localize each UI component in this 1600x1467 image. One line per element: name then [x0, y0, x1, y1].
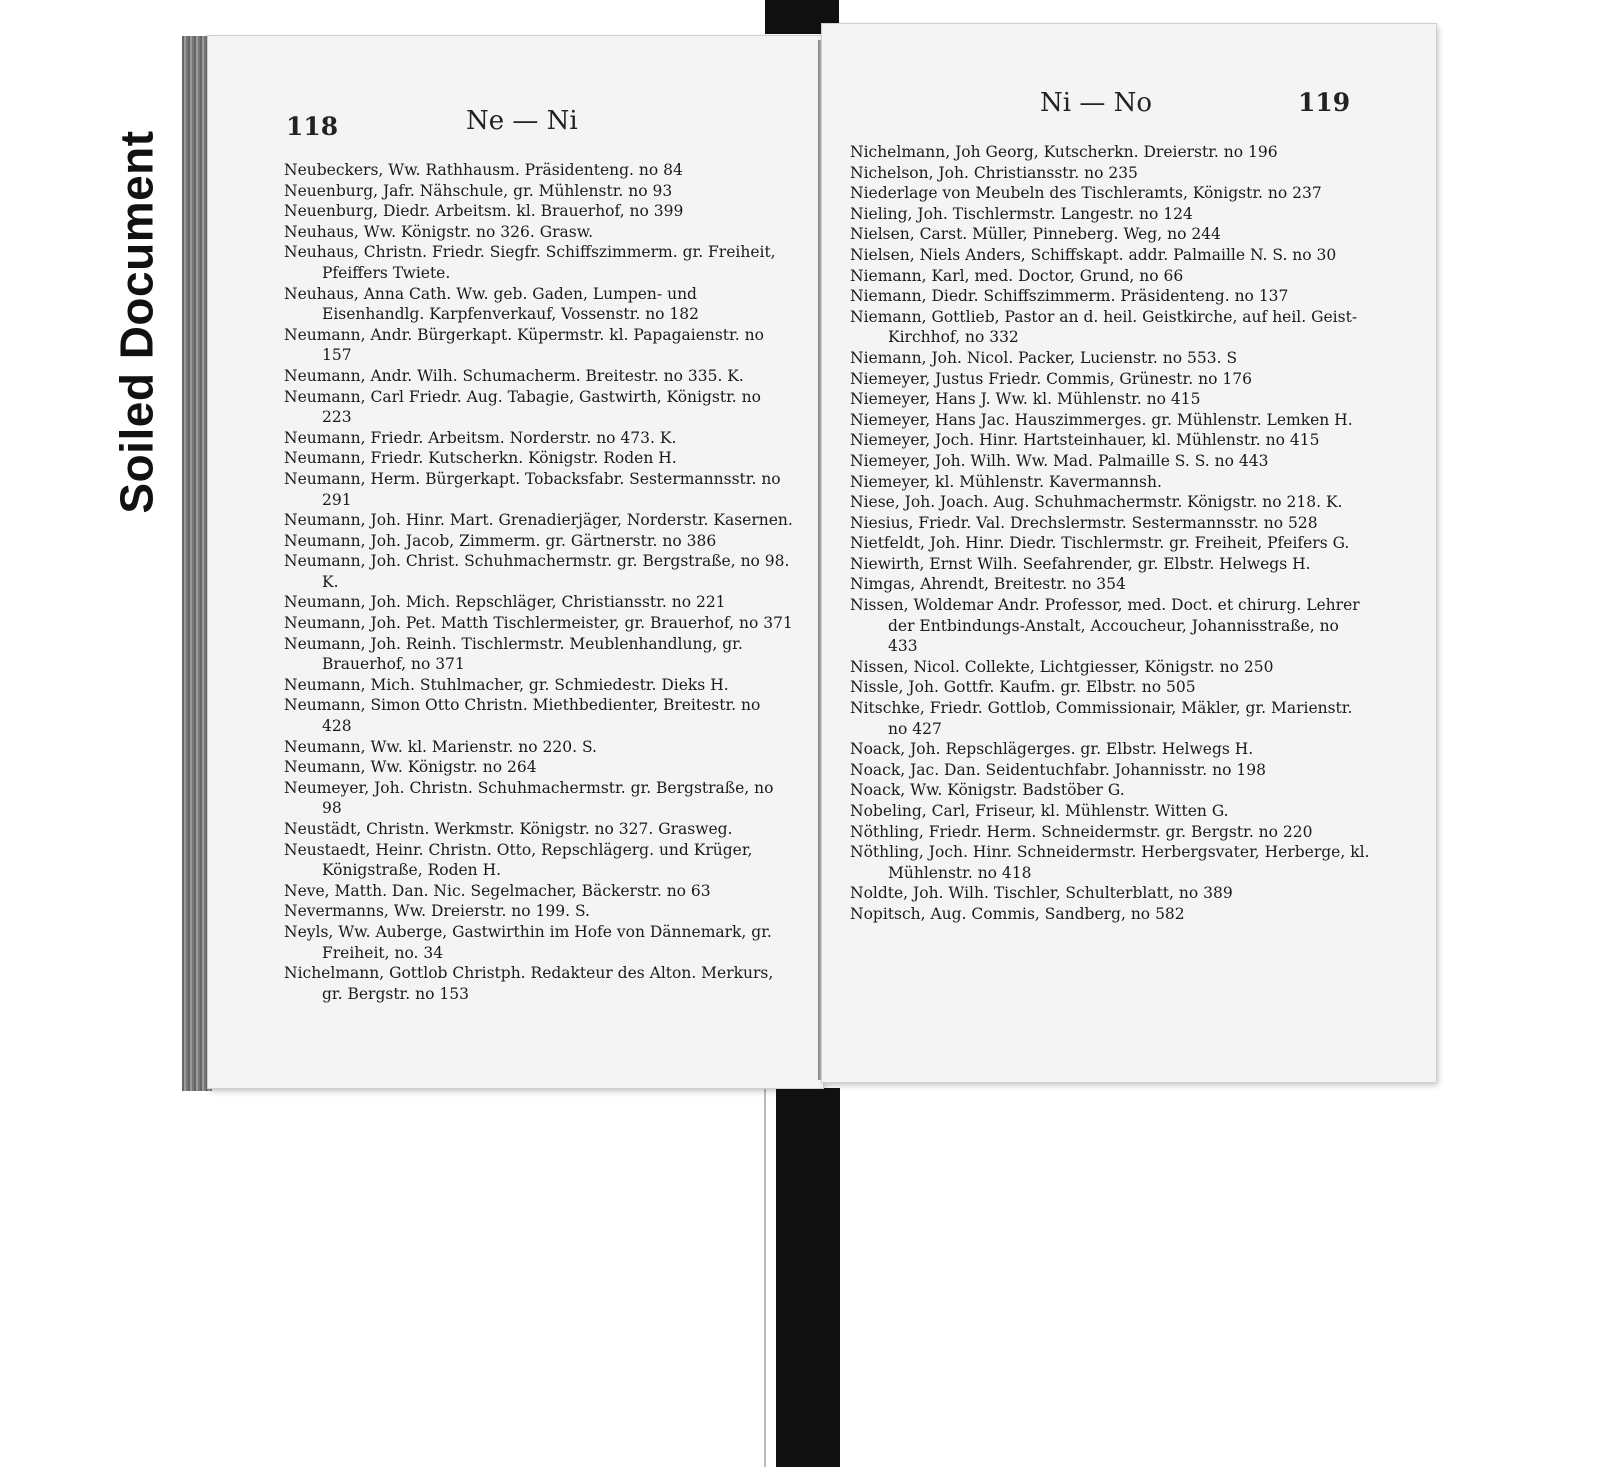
directory-entry: Neumann, Ww. Königstr. no 264: [284, 758, 537, 777]
directory-entry: Neuhaus, Anna Cath. Ww. geb. Gaden, Lumpen- und Eisenhandlg. Karpfenverkauf, Vossenstr. no 182: [284, 284, 700, 324]
directory-entry: Neyls, Ww. Auberge, Gastwirthin im Hofe von Dännemark, gr. Freiheit, no. 34: [284, 922, 772, 962]
directory-entry: Niemann, Karl, med. Doctor, Grund, no 66: [850, 266, 1184, 285]
directory-entry: Neumann, Ww. kl. Marienstr. no 220. S.: [284, 737, 597, 756]
directory-entry: Noldte, Joh. Wilh. Tischler, Schulterblatt, no 389: [850, 884, 1233, 903]
directory-entry: Neuenburg, Jafr. Nähschule, gr. Mühlenstr. no 93: [284, 181, 673, 200]
directory-entry: Niemeyer, Joh. Wilh. Ww. Mad. Palmaille S. S. no 443: [850, 451, 1269, 470]
directory-entry: Nieling, Joh. Tischlermstr. Langestr. no 124: [850, 204, 1193, 223]
directory-entry: Nichelmann, Gottlob Christph. Redakteur des Alton. Merkurs, gr. Bergstr. no 153: [284, 964, 774, 1003]
directory-entry: Neuhaus, Ww. Königstr. no 326. Grasw.: [284, 222, 594, 241]
directory-entry: Niemeyer, Justus Friedr. Commis, Grünestr. no 176: [850, 369, 1252, 388]
right-entry-list: [850, 142, 1372, 925]
binding-strap-bottom: [776, 1088, 840, 1467]
directory-entry: Nissen, Woldemar Andr. Professor, med. Doct. et chirurg. Lehrer der Entbindungs-Anstalt, Accoucheur, Johannisstraße, no 433: [850, 596, 1360, 656]
directory-entry: Niesius, Friedr. Val. Drechslermstr. Sestermannsstr. no 528: [850, 513, 1318, 532]
directory-entry: Neumann, Andr. Bürgerkapt. Küpermstr. kl. Papagaienstr. no 157: [284, 325, 764, 365]
directory-entry: Nevermanns, Ww. Dreierstr. no 199. S.: [284, 902, 590, 921]
document-label: [112, 72, 162, 572]
directory-entry: Neumann, Friedr. Arbeitsm. Norderstr. no 473. K.: [284, 428, 677, 447]
directory-entry: Niemeyer, Hans J. Ww. kl. Mühlenstr. no 415: [850, 390, 1201, 409]
left-page-number: 118: [286, 112, 339, 141]
directory-entry: Niemeyer, kl. Mühlenstr. Kavermannsh.: [850, 472, 1162, 491]
directory-entry: Neustaedt, Heinr. Christn. Otto, Repschlägerg. und Krüger, Königstraße, Roden H.: [284, 840, 753, 880]
directory-entry: Nobeling, Carl, Friseur, kl. Mühlenstr. Witten G.: [850, 802, 1229, 820]
directory-entry: Nichelmann, Joh Georg, Kutscherkn. Dreierstr. no 196: [850, 143, 1278, 161]
left-page-heading: Ne — Ni: [466, 106, 578, 136]
directory-entry: Noack, Jac. Dan. Seidentuchfabr. Johannisstr. no 198: [850, 760, 1266, 779]
scan-edge-line: [764, 1085, 766, 1467]
right-page-heading: Ni — No: [1040, 88, 1152, 118]
directory-entry: Neumann, Andr. Wilh. Schumacherm. Breitestr. no 335. K.: [284, 366, 744, 385]
directory-entry: Neumeyer, Joh. Christn. Schuhmachermstr. gr. Bergstraße, no 98: [284, 778, 774, 818]
directory-entry: Neumann, Joh. Reinh. Tischlermstr. Meublenhandlung, gr. Brauerhof, no 371: [284, 634, 743, 674]
directory-entry: Nopitsch, Aug. Commis, Sandberg, no 582: [850, 904, 1185, 923]
directory-entry: Neumann, Joh. Christ. Schuhmachermstr. gr. Bergstraße, no 98. K.: [284, 552, 790, 591]
directory-entry: Neumann, Simon Otto Christn. Miethbedienter, Breitestr. no 428: [284, 696, 761, 736]
directory-entry: Neubeckers, Ww. Rathhausm. Präsidenteng. no 84: [284, 161, 683, 179]
left-page: [208, 36, 823, 1088]
directory-entry: Neuhaus, Christn. Friedr. Siegfr. Schiffszimmerm. gr. Freiheit, Pfeiffers Twiete.: [284, 243, 776, 282]
directory-entry: Neumann, Mich. Stuhlmacher, gr. Schmiedestr. Dieks H.: [284, 675, 729, 694]
directory-entry: Neumann, Joh. Pet. Matth Tischlermeister, gr. Brauerhof, no 371: [284, 614, 793, 633]
directory-entry: Nitschke, Friedr. Gottlob, Commissionair, Mäkler, gr. Marienstr. no 427: [850, 699, 1353, 738]
directory-entry: Niemeyer, Hans Jac. Hauszimmerges. gr. Mühlenstr. Lemken H.: [850, 410, 1353, 429]
directory-entry: Niewirth, Ernst Wilh. Seefahrender, gr. Elbstr. Helwegs H.: [850, 554, 1311, 573]
directory-entry: Noack, Joh. Repschlägerges. gr. Elbstr. Helwegs H.: [850, 740, 1254, 759]
directory-entry: Niemann, Diedr. Schiffszimmerm. Präsidenteng. no 137: [850, 287, 1289, 306]
directory-entry: Nöthling, Joch. Hinr. Schneidermstr. Herbergsvater, Herberge, kl. Mühlenstr. no 418: [850, 843, 1370, 882]
directory-entry: Neumann, Carl Friedr. Aug. Tabagie, Gastwirth, Königstr. no 223: [284, 387, 761, 427]
directory-entry: Niederlage von Meubeln des Tischleramts, Königstr. no 237: [850, 184, 1322, 203]
directory-entry: Niemeyer, Joch. Hinr. Hartsteinhauer, kl. Mühlenstr. no 415: [850, 431, 1320, 450]
directory-entry: Neumann, Joh. Jacob, Zimmerm. gr. Gärtnerstr. no 386: [284, 531, 717, 550]
directory-entry: Neumann, Joh. Hinr. Mart. Grenadierjäger, Norderstr. Kasernen.: [284, 511, 793, 530]
right-page-number: 119: [1298, 88, 1351, 117]
directory-entry: Neve, Matth. Dan. Nic. Segelmacher, Bäckerstr. no 63: [284, 881, 711, 900]
directory-entry: Neustädt, Christn. Werkmstr. Königstr. no 327. Grasweg.: [284, 820, 733, 838]
directory-entry: Niese, Joh. Joach. Aug. Schuhmachermstr. Königstr. no 218. K.: [850, 493, 1343, 512]
left-entry-list: [284, 160, 794, 1004]
document-label-text: Soiled Document: [111, 130, 163, 514]
directory-entry: Nielsen, Carst. Müller, Pinneberg. Weg, no 244: [850, 225, 1221, 244]
directory-entry: Nielsen, Niels Anders, Schiffskapt. addr. Palmaille N. S. no 30: [850, 245, 1337, 264]
directory-entry: Nietfeldt, Joh. Hinr. Diedr. Tischlermstr. gr. Freiheit, Pfeifers G.: [850, 534, 1350, 553]
directory-entry: Niemann, Gottlieb, Pastor an d. heil. Geistkirche, auf heil. Geist-Kirchhof, no 332: [850, 307, 1358, 347]
directory-entry: Neumann, Friedr. Kutscherkn. Königstr. Roden H.: [284, 449, 677, 468]
directory-entry: Neumann, Herm. Bürgerkapt. Tobacksfabr. Sestermannsstr. no 291: [284, 469, 781, 509]
directory-entry: Nimgas, Ahrendt, Breitestr. no 354: [850, 575, 1126, 594]
directory-entry: Nichelson, Joh. Christiansstr. no 235: [850, 163, 1138, 182]
directory-entry: Nöthling, Friedr. Herm. Schneidermstr. gr. Bergstr. no 220: [850, 822, 1313, 841]
directory-entry: Nissle, Joh. Gottfr. Kaufm. gr. Elbstr. no 505: [850, 678, 1196, 697]
directory-entry: Niemann, Joh. Nicol. Packer, Lucienstr. no 553. S: [850, 348, 1238, 367]
right-page: [822, 24, 1436, 1082]
directory-entry: Nissen, Nicol. Collekte, Lichtgiesser, Königstr. no 250: [850, 657, 1274, 676]
directory-entry: Neuenburg, Diedr. Arbeitsm. kl. Brauerhof, no 399: [284, 202, 684, 221]
directory-entry: Neumann, Joh. Mich. Repschläger, Christiansstr. no 221: [284, 593, 726, 612]
directory-entry: Noack, Ww. Königstr. Badstöber G.: [850, 781, 1125, 800]
